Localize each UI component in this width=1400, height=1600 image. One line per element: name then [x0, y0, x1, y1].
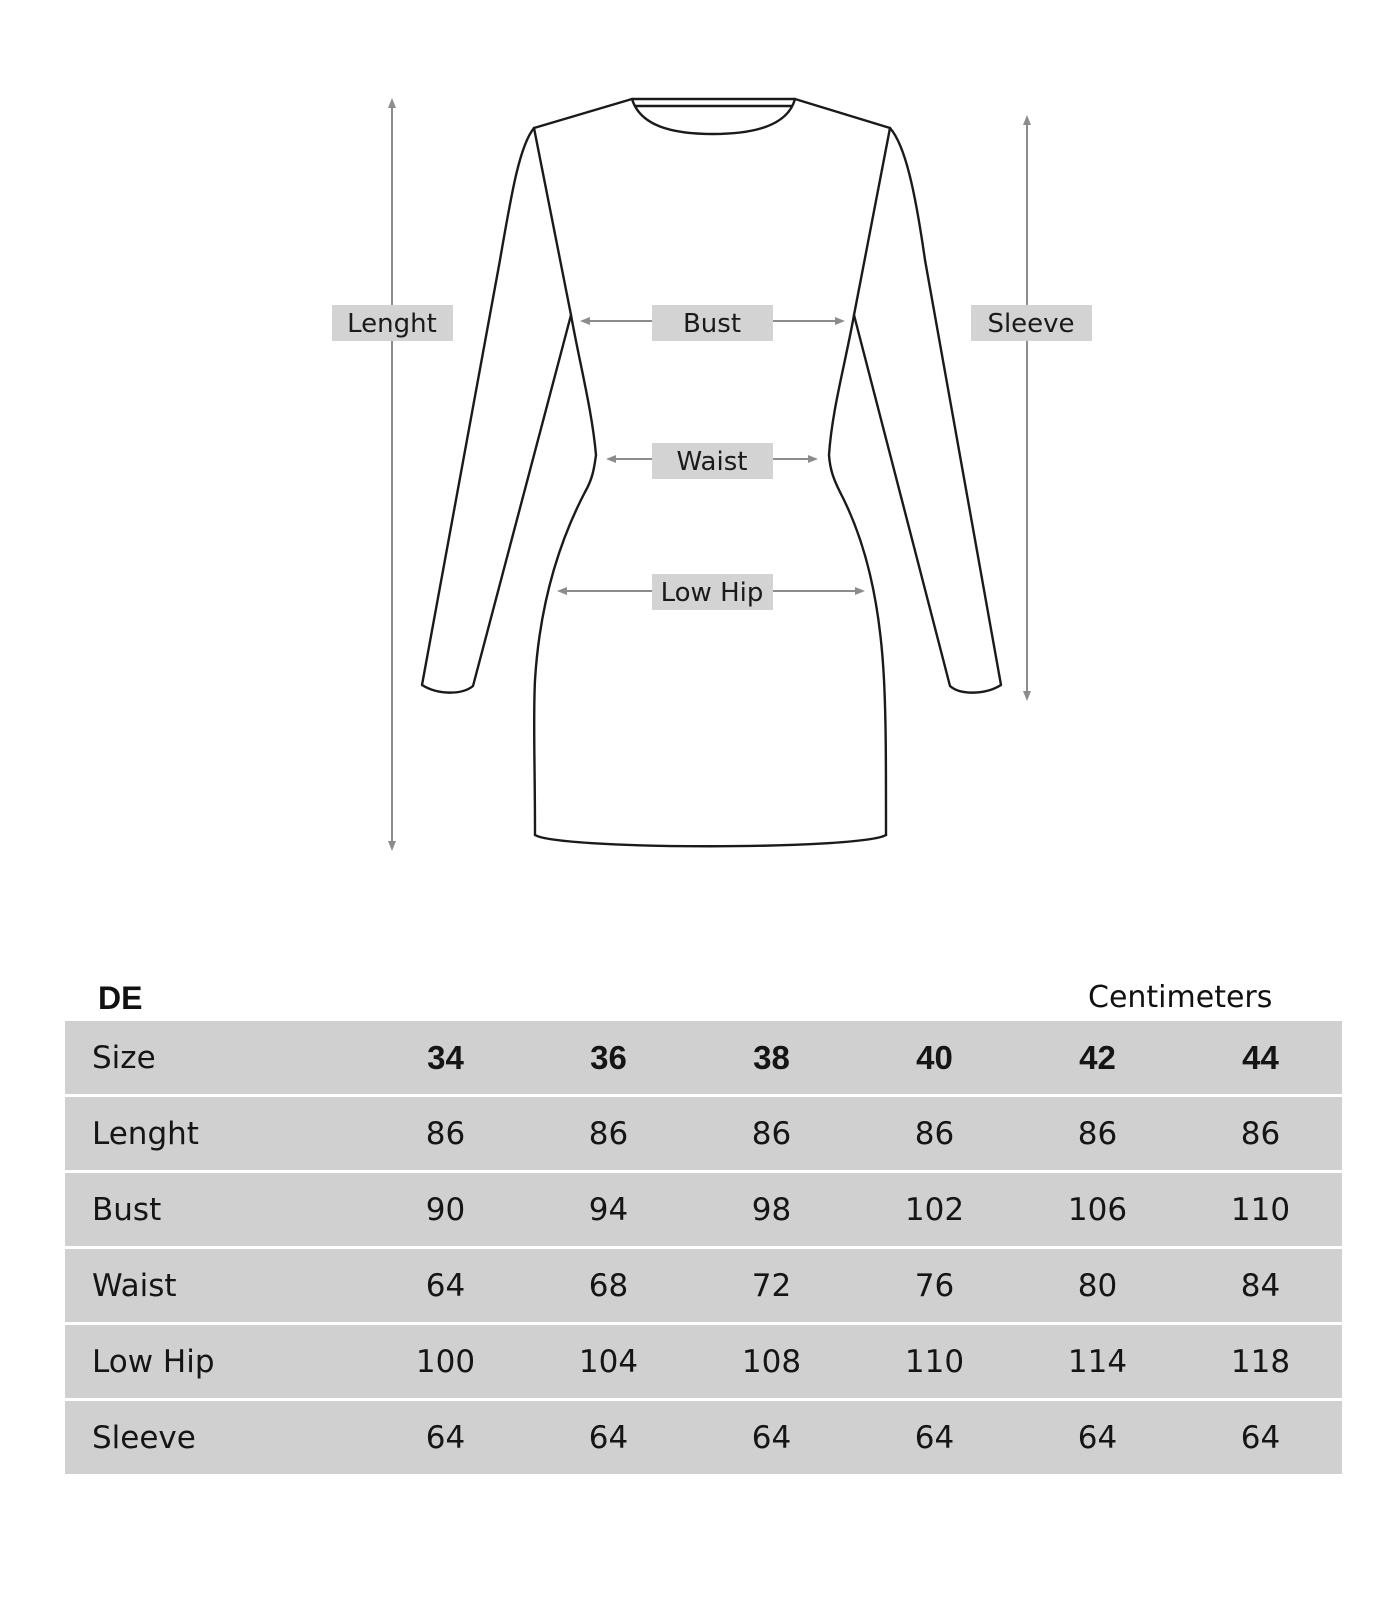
value-cell: 106: [1016, 1173, 1179, 1246]
value-cell: 86: [364, 1097, 527, 1170]
size-cell: 38: [690, 1021, 853, 1094]
value-cell: 64: [527, 1401, 690, 1474]
value-cell: 114: [1016, 1325, 1179, 1398]
sleeve-label: Sleeve: [987, 309, 1075, 339]
value-cell: 108: [690, 1325, 853, 1398]
left-sleeve: [422, 128, 571, 693]
row-label: Sleeve: [65, 1401, 364, 1474]
body-left-side: [534, 128, 596, 835]
value-cell: 86: [690, 1097, 853, 1170]
value-cell: 90: [364, 1173, 527, 1246]
size-header-label: Size: [65, 1021, 364, 1094]
region-label: DE: [98, 980, 143, 1016]
size-cell: 34: [364, 1021, 527, 1094]
waist-measure: [611, 443, 813, 479]
sleeve-measure: [971, 120, 1092, 696]
table-row: [65, 1401, 1342, 1474]
table-row: [65, 1325, 1342, 1398]
value-cell: 98: [690, 1173, 853, 1246]
table-row: [65, 1173, 1342, 1246]
value-cell: 84: [1179, 1249, 1342, 1322]
low-hip-label: Low Hip: [660, 578, 764, 608]
value-cell: 76: [853, 1249, 1016, 1322]
value-cell: 80: [1016, 1249, 1179, 1322]
hem: [535, 835, 886, 846]
length-measure: [332, 103, 453, 846]
value-cell: 86: [853, 1097, 1016, 1170]
neckline: [632, 99, 795, 134]
left-shoulder: [534, 99, 632, 128]
size-cell: 44: [1179, 1021, 1342, 1094]
value-cell: 86: [1016, 1097, 1179, 1170]
value-cell: 64: [1179, 1401, 1342, 1474]
value-cell: 110: [853, 1325, 1016, 1398]
bust-label: Bust: [682, 309, 742, 339]
length-label: Lenght: [347, 309, 437, 339]
value-cell: 100: [364, 1325, 527, 1398]
table-row: [65, 1097, 1342, 1170]
value-cell: 110: [1179, 1173, 1342, 1246]
unit-label: Centimeters: [1088, 980, 1273, 1015]
row-label: Waist: [65, 1249, 364, 1322]
table-row: [65, 1249, 1342, 1322]
value-cell: 64: [364, 1249, 527, 1322]
row-label: Bust: [65, 1173, 364, 1246]
size-cell: 40: [853, 1021, 1016, 1094]
size-cell: 42: [1016, 1021, 1179, 1094]
value-cell: 94: [527, 1173, 690, 1246]
value-cell: 68: [527, 1249, 690, 1322]
value-cell: 86: [527, 1097, 690, 1170]
row-label: Lenght: [65, 1097, 364, 1170]
bust-measure: [585, 305, 840, 341]
value-cell: 118: [1179, 1325, 1342, 1398]
size-chart-table: [65, 1018, 1342, 1477]
value-cell: 64: [1016, 1401, 1179, 1474]
value-cell: 86: [1179, 1097, 1342, 1170]
waist-label: Waist: [676, 447, 748, 477]
right-shoulder: [795, 99, 890, 128]
low-hip-measure: [562, 574, 860, 610]
size-header-row: [65, 1021, 1342, 1094]
value-cell: 64: [364, 1401, 527, 1474]
row-label: Low Hip: [65, 1325, 364, 1398]
value-cell: 102: [853, 1173, 1016, 1246]
value-cell: 64: [853, 1401, 1016, 1474]
value-cell: 64: [690, 1401, 853, 1474]
size-cell: 36: [527, 1021, 690, 1094]
value-cell: 104: [527, 1325, 690, 1398]
value-cell: 72: [690, 1249, 853, 1322]
body-right-side: [829, 128, 890, 835]
